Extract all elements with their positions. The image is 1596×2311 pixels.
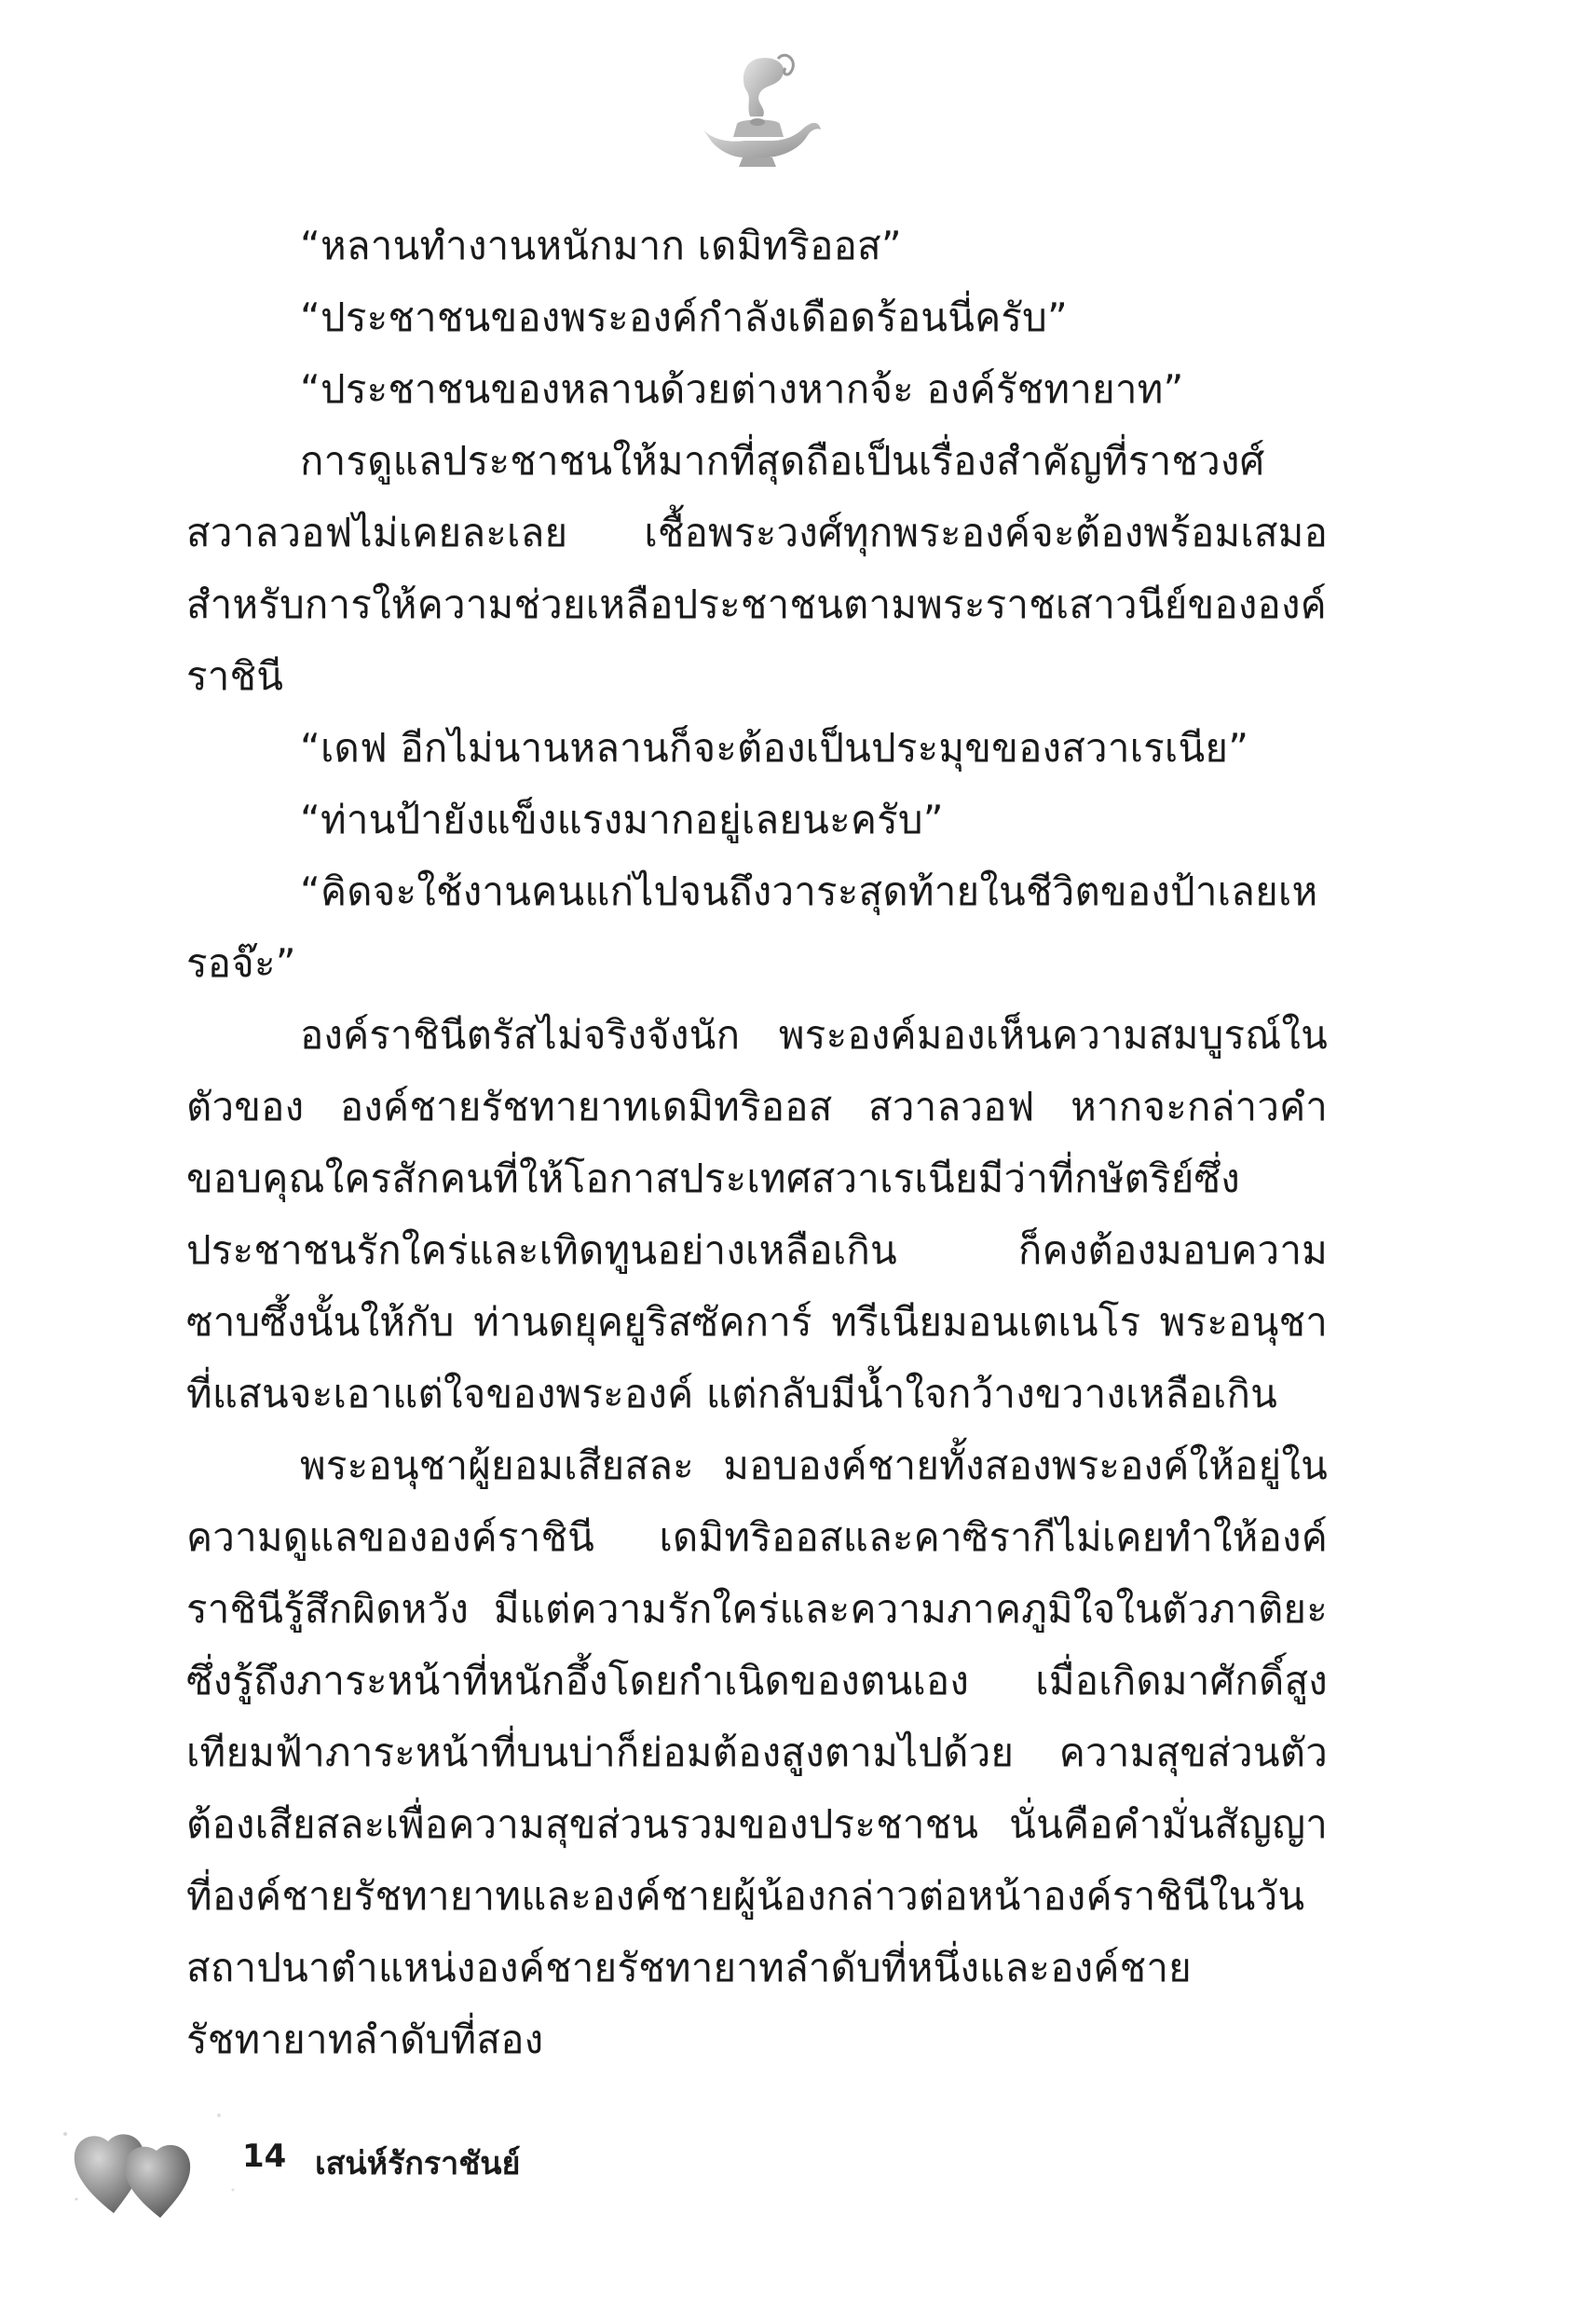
hearts-icon bbox=[56, 2097, 270, 2227]
dialogue-paragraph: “เดฟ อีกไม่นานหลานก็จะต้องเป็นประมุขของสวาเรเนีย” bbox=[300, 725, 1249, 771]
narrative-paragraph: การดูแลประชาชนให้มากที่สุดถือเป็นเรื่องสำคัญที่ราชวงศ์สวาลวอฟไม่เคยละเลย เชื้อพระวงศ์ทุกพระองค์จะต้องพร้อมเสมอสำหรับการให้ความช่วยเหลือประชาชนตามพระราชเสาวนีย์ขององค์ราชินี bbox=[186, 438, 1328, 699]
dialogue-paragraph: “ประชาชนของพระองค์กำลังเดือดร้อนนี่ครับ” bbox=[300, 294, 1068, 340]
narrative-paragraph: พระอนุชาผู้ยอมเสียสละ มอบองค์ชายทั้งสองพระองค์ให้อยู่ในความดูแลขององค์ราชินี เดมิทริออสและคาซิรากีไม่เคยทำให้องค์ราชินีรู้สึกผิดหวัง มีแต่ความรักใคร่และความภาคภูมิใจในตัวภาติยะ ซึ่งรู้ถึงภาระหน้าที่หนักอึ้งโดยกำเนิดของตนเอง เมื่อเกิดมาศักดิ์สูงเทียมฟ้าภาระหน้าที่บนบ่าก็ย่อมต้องสูงตามไปด้วย ความสุขส่วนตัวต้องเสียสละเพื่อความสุขส่วนรวมของประชาชน นั่นคือคำมั่นสัญญาที่องค์ชายรัชทายาทและองค์ชายผู้น้องกล่าวต่อหน้าองค์ราชินีในวันสถาปนาตำแหน่งองค์ชายรัชทายาทลำดับที่หนึ่งและองค์ชายรัชทายาทลำดับที่สอง bbox=[186, 1443, 1328, 2062]
dialogue-paragraph: “ท่านป้ายังแข็งแรงมากอยู่เลยนะครับ” bbox=[300, 797, 944, 842]
dialogue-paragraph: “หลานทำงานหนักมาก เดมิทริออส” bbox=[300, 223, 902, 268]
dialogue-paragraph: “ประชาชนของหลานด้วยต่างหากจ้ะ องค์รัชทายาท” bbox=[300, 366, 1184, 412]
page-number: 14 bbox=[242, 2138, 287, 2175]
chapter-body bbox=[186, 210, 1328, 2075]
narrative-paragraph: องค์ราชินีตรัสไม่จริงจังนัก พระองค์มองเห็นความสมบูรณ์ในตัวของ องค์ชายรัชทายาทเดมิทริออส สวาลวอฟ หากจะกล่าวคำขอบคุณใครสักคนที่ให้โอกาสประเทศสวาเรเนียมีว่าที่กษัตริย์ซึ่งประชาชนรักใคร่และเทิดทูนอย่างเหลือเกิน ก็คงต้องมอบความซาบซึ้งนั้นให้กับ ท่านดยุคยูริสซัคการ์ ทรีเนียมอนเตเนโร พระอนุชาที่แสนจะเอาแต่ใจของพระองค์ แต่กลับมีน้ำใจกว้างขวางเหลือเกิน bbox=[186, 1012, 1328, 1416]
book-title: เสน่ห์รักราชันย์ bbox=[315, 2145, 521, 2182]
genie-lamp-icon bbox=[685, 51, 825, 172]
dialogue-paragraph: “คิดจะใช้งานคนแก่ไปจนถึงวาระสุดท้ายในชีวิตของป้าเลยเหรอจ๊ะ” bbox=[186, 868, 1318, 986]
page-footer bbox=[0, 2097, 1596, 2236]
